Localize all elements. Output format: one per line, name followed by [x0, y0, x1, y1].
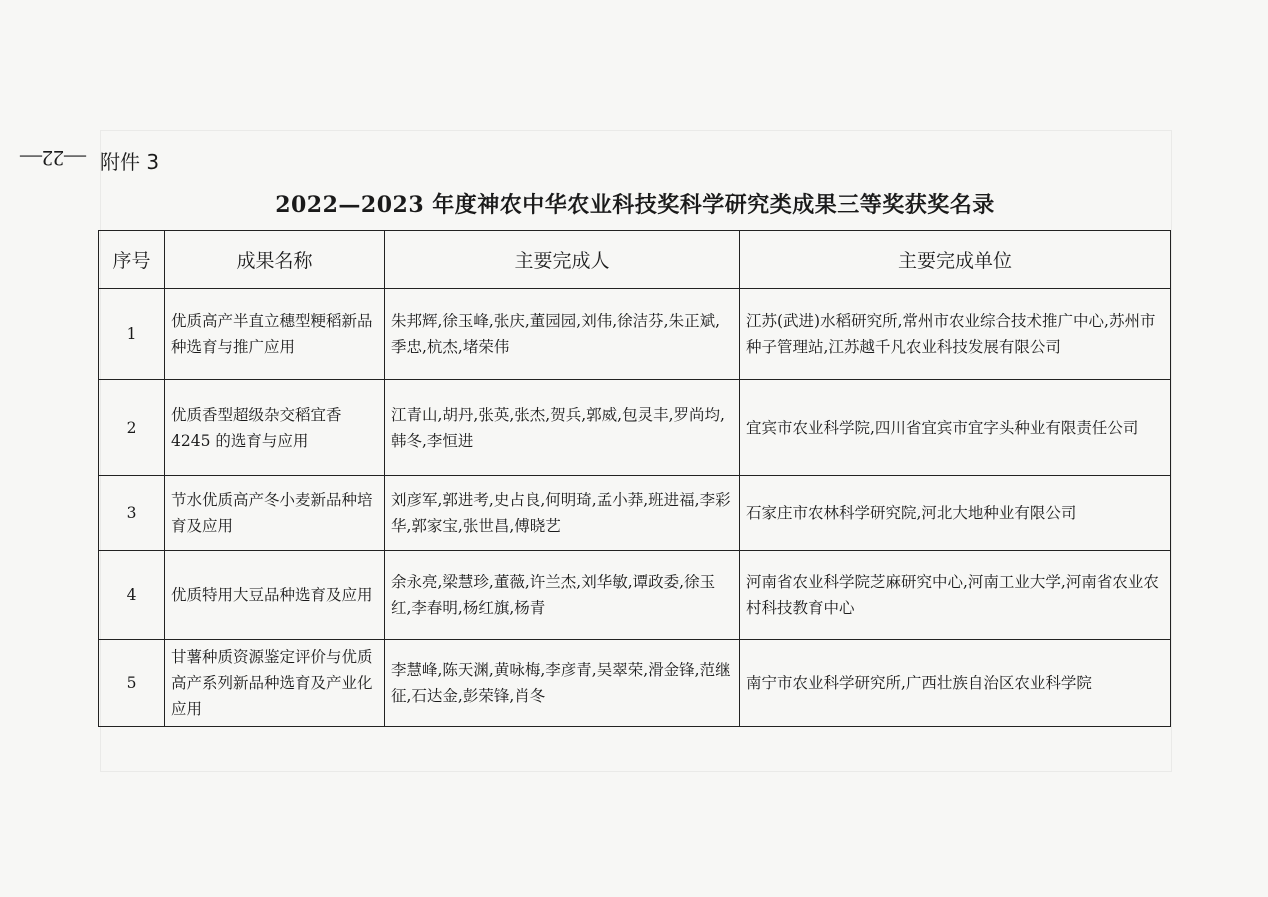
document-title: 2022—2023 年度神农中华农业科技奖科学研究类成果三等奖获奖名录: [275, 192, 995, 218]
row-achievement: 甘薯种质资源鉴定评价与优质高产系列新品种选育及产业化应用: [165, 640, 385, 727]
row-achievement: 优质香型超级杂交稻宜香4245 的选育与应用: [165, 380, 385, 476]
page-number: —22—: [20, 146, 86, 171]
row-seq: 4: [99, 551, 165, 640]
row-achievement: 优质特用大豆品种选育及应用: [165, 551, 385, 640]
row-persons: 朱邦辉,徐玉峰,张庆,董园园,刘伟,徐洁芬,朱正斌,季忠,杭杰,堵荣伟: [385, 289, 740, 380]
table-row: [99, 476, 1171, 551]
table-row: [99, 640, 1171, 727]
row-units: 石家庄市农林科学研究院,河北大地种业有限公司: [740, 476, 1171, 551]
row-units: 江苏(武进)水稻研究所,常州市农业综合技术推广中心,苏州市种子管理站,江苏越千凡农业科技发展有限公司: [740, 289, 1171, 380]
row-persons: 余永亮,梁慧珍,董薇,许兰杰,刘华敏,谭政委,徐玉红,李春明,杨红旗,杨青: [385, 551, 740, 640]
row-persons: 李慧峰,陈天渊,黄咏梅,李彦青,吴翠荣,滑金锋,范继征,石达金,彭荣锋,肖冬: [385, 640, 740, 727]
table-row: [99, 551, 1171, 640]
row-seq: 3: [99, 476, 165, 551]
row-seq: 1: [99, 289, 165, 380]
table-row: [99, 289, 1171, 380]
row-units: 南宁市农业科学研究所,广西壮族自治区农业科学院: [740, 640, 1171, 727]
row-achievement: 优质高产半直立穗型粳稻新品种选育与推广应用: [165, 289, 385, 380]
table-row: [99, 380, 1171, 476]
row-units: 宜宾市农业科学院,四川省宜宾市宜字头种业有限责任公司: [740, 380, 1171, 476]
row-seq: 2: [99, 380, 165, 476]
row-persons: 江青山,胡丹,张英,张杰,贺兵,郭威,包灵丰,罗尚均,韩冬,李恒进: [385, 380, 740, 476]
table-header-row: [99, 231, 1171, 289]
header-units: 主要完成单位: [740, 231, 1171, 289]
header-achievement: 成果名称: [165, 231, 385, 289]
row-seq: 5: [99, 640, 165, 727]
header-seq: 序号: [99, 231, 165, 289]
award-table: [98, 230, 1171, 727]
row-units: 河南省农业科学院芝麻研究中心,河南工业大学,河南省农业农村科技教育中心: [740, 551, 1171, 640]
header-persons: 主要完成人: [385, 231, 740, 289]
attachment-label: 附件 3: [100, 150, 160, 174]
row-achievement: 节水优质高产冬小麦新品种培育及应用: [165, 476, 385, 551]
row-persons: 刘彦军,郭进考,史占良,何明琦,孟小莽,班进福,李彩华,郭家宝,张世昌,傅晓艺: [385, 476, 740, 551]
